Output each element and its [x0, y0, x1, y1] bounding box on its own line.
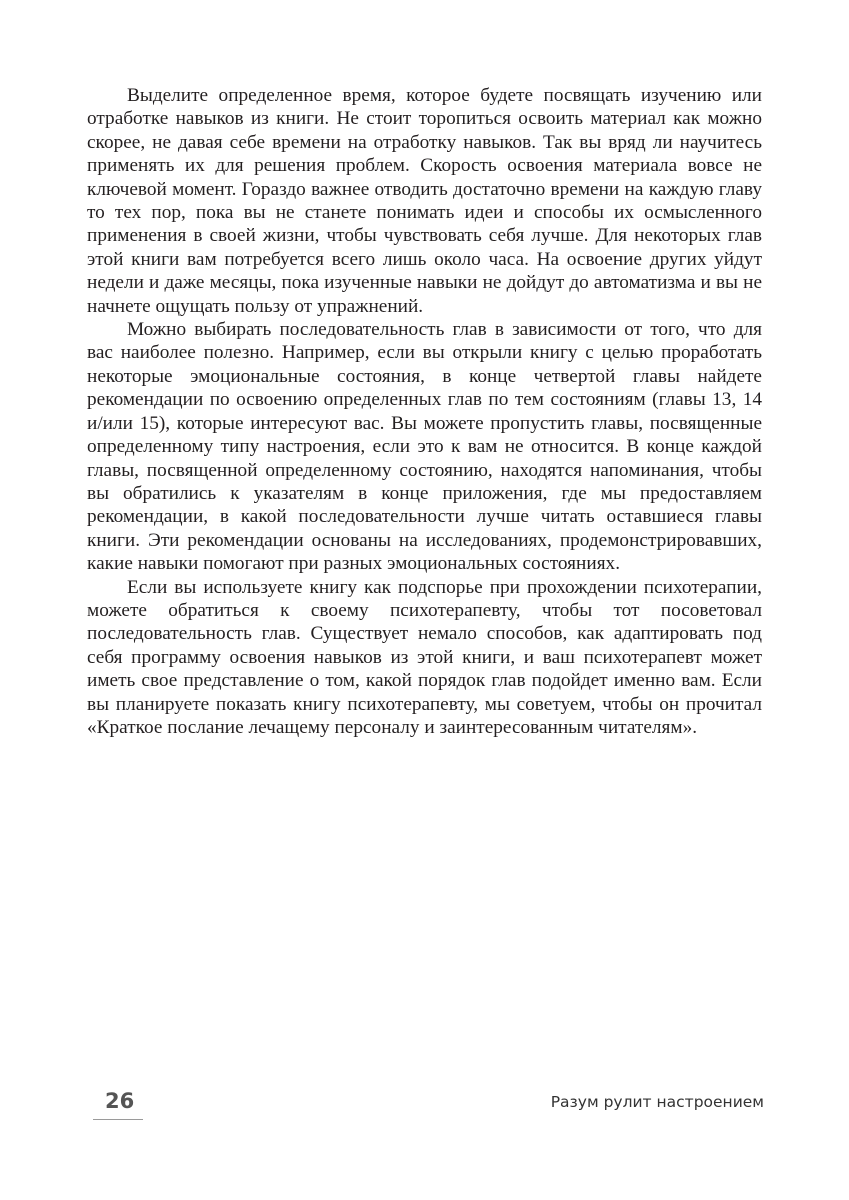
paragraph-psychotherapy: Если вы используете книгу как подспорье при прохождении психотерапии, можете обратиться к своему психотерапевту, чтобы тот посоветовал последовательность глав. Существует немало способов, как адаптировать под себя программу освоения навыков из этой книги, и ваш психотерапевт может иметь свое представление о том, какой порядок глав подойдет именно вам. Если вы планируете показать книгу психотерапевту, мы советуем, чтобы он прочитал «Краткое послание лечащему персоналу и заинтересованным читателям».	[87, 576, 762, 738]
body-text	[87, 84, 762, 739]
running-title: Разум рулит настроением	[550, 1093, 764, 1111]
footer-divider	[93, 1119, 143, 1120]
paragraph-study-time: Выделите определенное время, которое будете посвящать изучению или отработке навыков из книги. Не стоит торопиться освоить материал как можно скорее, не давая себе времени на отработку навыков. Так вы вряд ли научитесь применять их для решения проблем. Скорость освоения материала вовсе не ключевой момент. Гораздо важнее отводить достаточно времени на каждую главу то тех пор, пока вы не станете понимать идеи и способы их осмысленного применения в своей жизни, чтобы чувствовать себя лучше. Для некоторых глав этой книги вам потребуется всего лишь около часа. На освоение других уйдут недели и даже месяцы, пока изученные навыки не дойдут до автоматизма и вы не начнете ощущать пользу от упражнений.	[87, 85, 762, 317]
page-number: 26	[105, 1089, 135, 1113]
paragraph-chapter-order: Можно выбирать последовательность глав в зависимости от того, что для вас наиболее полезно. Например, если вы открыли книгу с целью проработать некоторые эмоциональные состояния, в конце четвертой главы найдете рекомендации по освоению определенных глав по тем состояниям (главы 13, 14 и/или 15), которые интересуют вас. Вы можете пропустить главы, посвященные определенному типу настроения, если это к вам не относится. В конце каждой главы, посвященной определенному состоянию, находятся напоминания, чтобы вы обратились к указателям в конце приложения, где мы предоставляем рекомендации, в какой последовательности лучше читать оставшиеся главы книги. Эти рекомендации основаны на исследованиях, продемонстрировавших, какие навыки помогают при разных эмоциональных состояниях.	[87, 319, 762, 575]
page-footer	[93, 1088, 764, 1128]
